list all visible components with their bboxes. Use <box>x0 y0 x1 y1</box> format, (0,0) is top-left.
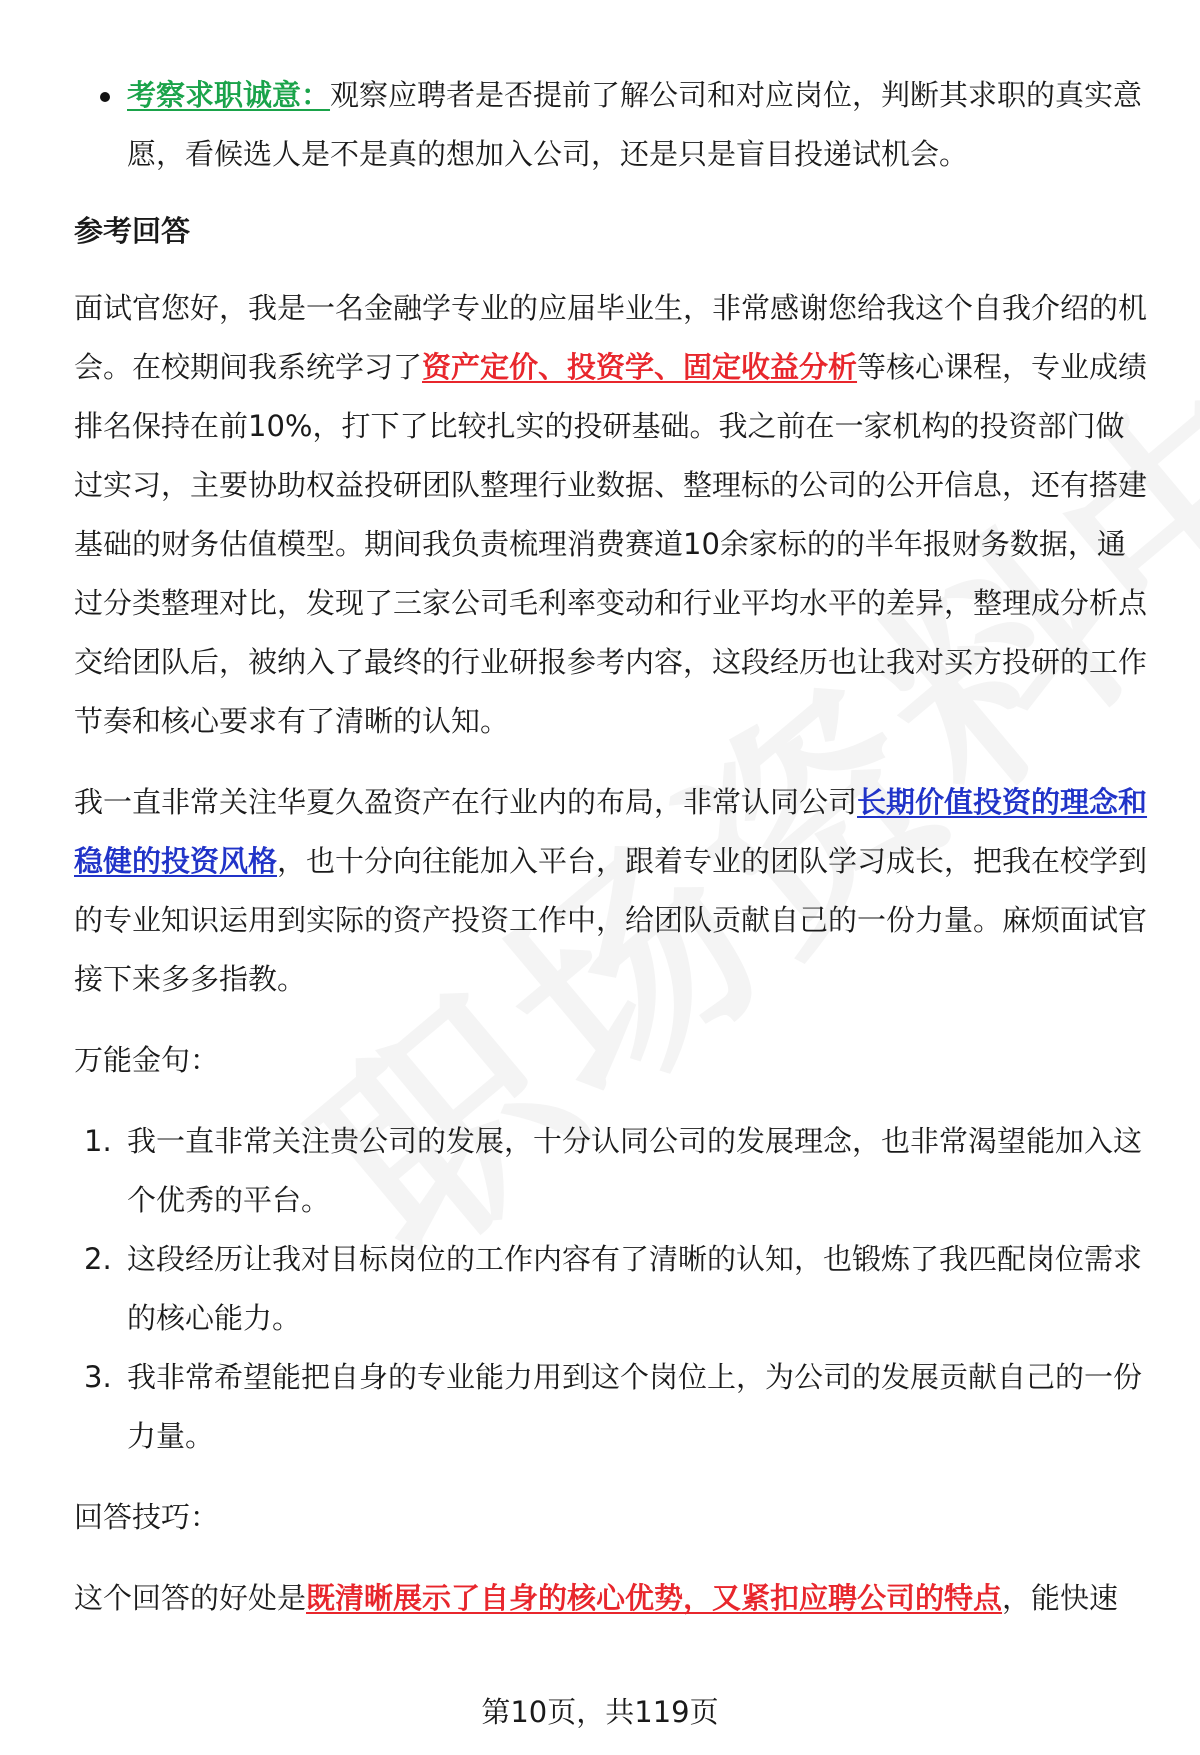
para2-before: 我一直非常关注华夏久盈资产在行业内的布局，非常认同公司 <box>74 785 858 819</box>
document-content <box>74 66 1150 1628</box>
bullet-text: 观察应聘者是否提前了解公司和对应岗位，判断其求职的真实意愿，看候选人是不是真的想加入公司，还是只是盲目投递试机会。 <box>127 78 1143 171</box>
reference-heading: 参考回答 <box>74 214 191 248</box>
list-item-text: 这段经历让我对目标岗位的工作内容有了清晰的认知，也锻炼了我匹配岗位需求的核心能力。 <box>127 1242 1143 1335</box>
golden-sentences-list <box>74 1112 1150 1466</box>
bullet-dot-icon <box>100 92 110 102</box>
tips-label: 回答技巧： <box>74 1500 220 1534</box>
list-item-number: 1. <box>84 1124 112 1158</box>
para2-highlight: 长期价值投资的理念和稳健的投资风格 <box>74 785 1148 878</box>
list-item-number: 3. <box>84 1360 112 1394</box>
list-item-text: 我一直非常关注贵公司的发展，十分认同公司的发展理念，也非常渴望能加入这个优秀的平台。 <box>127 1124 1143 1217</box>
para3-after: ，能快速 <box>1002 1581 1119 1615</box>
para3-before: 这个回答的好处是 <box>74 1581 307 1615</box>
bullet-label: 考察求职诚意： <box>127 78 331 112</box>
golden-sentences-label: 万能金句： <box>74 1043 220 1077</box>
page-number-footer: 第10页，共119页 <box>481 1695 719 1729</box>
para2-after: ，也十分向往能加入平台，跟着专业的团队学习成长，把我在校学到的专业知识运用到实际的资产投资工作中，给团队贡献自己的一份力量。麻烦面试官接下来多多指教。 <box>74 844 1148 996</box>
para1-after: 等核心课程，专业成绩排名保持在前10%，打下了比较扎实的投研基础。我之前在一家机构的投资部门做过实习，主要协助权益投研团队整理行业数据、整理标的公司的公开信息，还有搭建基础的财务估值模型。期间我负责梳理消费赛道10余家标的的半年报财务数据，通过分类整理对比，发现了三家公司毛利率变动和行业平均水平的差异，整理成分析点交给团队后，被纳入了最终的行业研报参考内容，这段经历也让我对买方投研的工作节奏和核心要求有了清晰的认知。 <box>74 350 1148 738</box>
para3-highlight: 既清晰展示了自身的核心优势，又紧扣应聘公司的特点 <box>306 1581 1003 1615</box>
tips-paragraph <box>74 1569 1150 1628</box>
list-item <box>74 1230 1150 1348</box>
para1-highlight: 资产定价、投资学、固定收益分析 <box>422 350 858 384</box>
bullet-item <box>74 66 1150 184</box>
answer-paragraph-2 <box>74 773 1150 1009</box>
para1-before: 面试官您好，我是一名金融学专业的应届毕业生，非常感谢您给我这个自我介绍的机会。在校期间我系统学习了 <box>74 291 1148 384</box>
list-item <box>74 1112 1150 1230</box>
answer-paragraph-1 <box>74 279 1150 751</box>
list-item <box>74 1348 1150 1466</box>
list-item-text: 我非常希望能把自身的专业能力用到这个岗位上，为公司的发展贡献自己的一份力量。 <box>127 1360 1143 1453</box>
list-item-number: 2. <box>84 1242 112 1276</box>
